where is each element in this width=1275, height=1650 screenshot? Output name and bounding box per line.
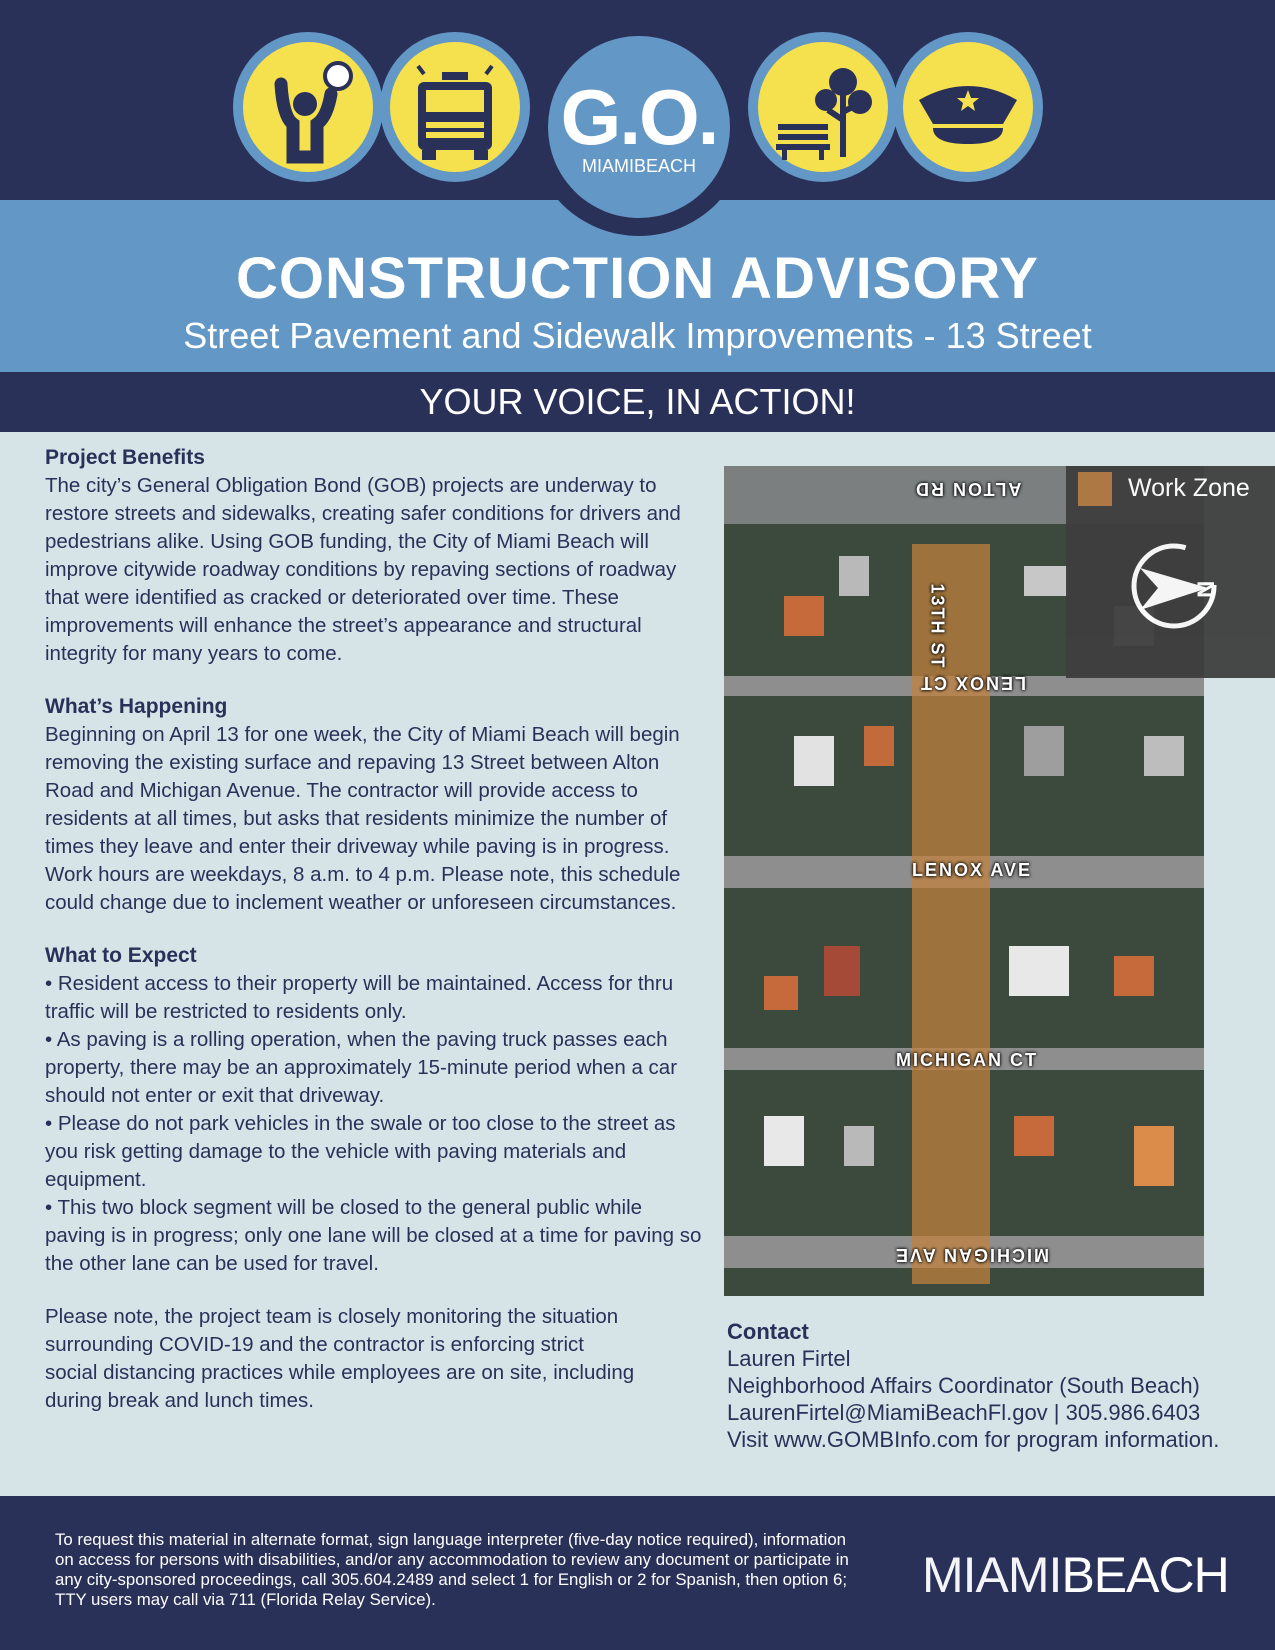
work-zone-area (912, 544, 990, 1284)
icon-badge (380, 32, 530, 182)
street-label-lenox-ct: LENOX CT (919, 673, 1027, 693)
footer-legal-text: To request this material in alternate format, sign language interpreter (five-day notice required), information on access for persons with disabilities, and/or any accommodation to review any document or participate in any city-sponsored proceedings, call 305.604.2489 and select 1 for English or 2 for Spanish, then option 6; TTY users may call via 711 (Florida Relay Service). (55, 1530, 849, 1609)
park-bench-tree-icon (748, 32, 898, 182)
footer-brand-logo (922, 1546, 1229, 1604)
go-logo (548, 36, 730, 218)
logo-main: G.O. (560, 73, 718, 161)
expect-item: • Resident access to their property will be maintained. Access for thru traffic will be restricted to residents only. (45, 972, 674, 1023)
street-label-lenox-ave: LENOX AVE (912, 860, 1033, 880)
compass-north-icon (1126, 538, 1222, 634)
benefits-heading: Project Benefits (45, 446, 205, 469)
page-title: CONSTRUCTION ADVISORY (236, 246, 1039, 311)
benefits-text: The city’s General Obligation Bond (GOB) projects are underway to restore streets and sidewalks, creating safer conditions for drivers and pedestrians alike. Using GOB funding, the City of Miami Beach will improve citywide roadway conditions by repaving sections of roadway that were identified as cracked or deteriorated over time. These improvements will enhance the street’s appearance and structural integrity for many years to come. (45, 474, 681, 665)
icon-badge (233, 32, 383, 182)
expect-list (45, 970, 705, 1278)
legend-label: Work Zone (1128, 474, 1250, 502)
street-label-13th: 13TH ST (927, 583, 948, 670)
tagline: YOUR VOICE, IN ACTION! (419, 381, 856, 422)
icon-badge (893, 32, 1043, 182)
person-ball-icon (233, 32, 383, 182)
footer (0, 1496, 1275, 1650)
street-label-michigan-ave: MICHIGAN AVE (894, 1245, 1050, 1265)
advisory-body (45, 444, 705, 1440)
contact-role: Neighborhood Affairs Coordinator (South Beach) (727, 1373, 1200, 1398)
page-subtitle: Street Pavement and Sidewalk Improvements - 13 Street (183, 315, 1092, 356)
map-legend (1066, 466, 1275, 678)
happening-text: Beginning on April 13 for one week, the City of Miami Beach will begin removing the existing surface and repaving 13 Street between Alton Road and Michigan Avenue. The contractor will provide access to residents at all times, but asks that residents minimize the number of times they leave and enter their driveway while paving is in progress. Work hours are weekdays, 8 a.m. to 4 p.m. Please note, this schedule could change due to inclement weather or unforeseen circumstances. (45, 723, 681, 914)
fire-truck-icon (380, 32, 530, 182)
compass-label: N (1193, 580, 1220, 598)
street-label-michigan-ct: MICHIGAN CT (896, 1050, 1038, 1070)
brand-bold: BEACH (1061, 1547, 1229, 1603)
brand-light: MIAMI (922, 1547, 1062, 1603)
logo-sub-light: MIAMI (581, 156, 634, 176)
expect-heading: What to Expect (45, 944, 197, 967)
expect-item: • As paving is a rolling operation, when the paving truck passes each property, there may be an approximately 15-minute period when a car should not enter or exit that driveway. (45, 1028, 678, 1107)
contact-website[interactable]: Visit www.GOMBInfo.com for program information. (727, 1427, 1220, 1452)
covid-text: Please note, the project team is closely monitoring the situation surrounding COVID-19 and the contractor is enforcing strict social distancing practices while employees are on site, including during break and lunch times. (45, 1305, 635, 1412)
police-hat-icon (893, 32, 1043, 182)
contact-name: Lauren Firtel (727, 1346, 851, 1371)
street-label-alton: ALTON RD (914, 479, 1022, 499)
expect-item: • Please do not park vehicles in the swale or too close to the street as you risk getting damage to the vehicle with paving materials and equipment. (45, 1112, 676, 1191)
contact-block (727, 1318, 1257, 1453)
contact-email-phone[interactable]: LaurenFirtel@MiamiBeachFl.gov | 305.986.6403 (727, 1400, 1201, 1425)
work-zone-swatch (1078, 472, 1112, 506)
tagline-band (0, 372, 1275, 432)
happening-heading: What’s Happening (45, 695, 228, 718)
contact-heading: Contact (727, 1319, 809, 1344)
expect-item: • This two block segment will be closed to the general public while paving is in progress; only one lane will be closed at a time for paving so the other lane can be used for travel. (45, 1196, 702, 1275)
logo-sub-bold: BEACH (633, 156, 696, 176)
icon-badge (748, 32, 898, 182)
